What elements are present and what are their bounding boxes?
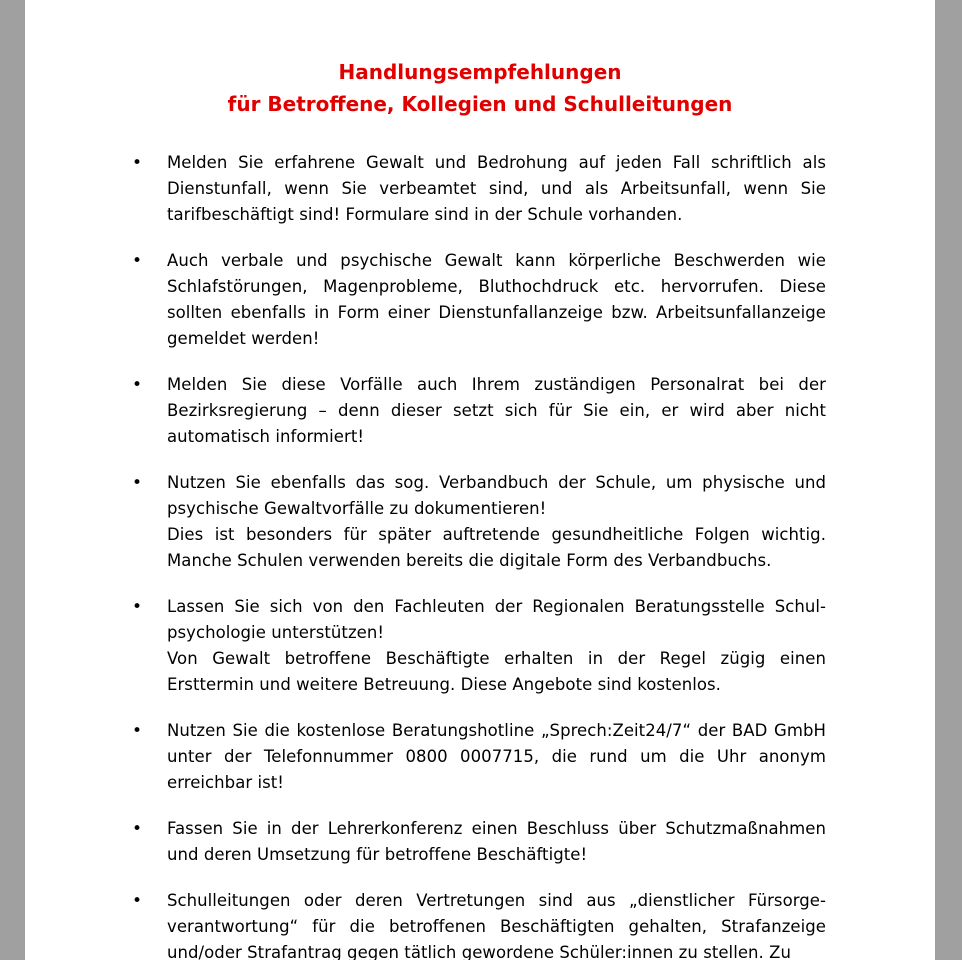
list-item-text (167, 150, 826, 228)
list-item-text (167, 372, 826, 450)
paragraph: Lassen Sie sich von den Fachleuten der Regionalen Beratungsstelle Schul-psychologie unterstützen! (167, 597, 826, 642)
list-item (25, 248, 935, 352)
paragraph: Melden Sie erfahrene Gewalt und Bedrohung auf jeden Fall schriftlich als Dienstunfall, wenn Sie verbeamtet sind, und als Arbeitsunfall, wenn Sie tarifbeschäftigt sind! Formulare sind in der Schule vorhanden. (167, 153, 826, 224)
list-item (25, 150, 935, 228)
paragraph: Von Gewalt betroffene Beschäftigte erhalten in der Regel zügig einen Ersttermin und weitere Betreuung. Diese Angebote sind kostenlos. (167, 649, 826, 694)
list-item-text (167, 470, 826, 574)
list-item (25, 718, 935, 796)
list-item (25, 470, 935, 574)
paragraph: Melden Sie diese Vorfälle auch Ihrem zuständigen Personalrat bei der Bezirksregierung – denn dieser setzt sich für Sie ein, er wird aber nicht automatisch informiert! (167, 375, 826, 446)
paragraph: Fassen Sie in der Lehrerkonferenz einen Beschluss über Schutzmaßnahmen und deren Umsetzung für betroffene Beschäftigte! (167, 819, 826, 864)
list-item (25, 816, 935, 868)
bullet-icon: • (132, 473, 143, 493)
list-item-text (167, 888, 826, 960)
list-item-text (167, 718, 826, 796)
recommendation-list (25, 150, 935, 960)
paragraph: Nutzen Sie ebenfalls das sog. Verbandbuch der Schule, um physische und psychische Gewaltvorfälle zu dokumentieren! (167, 473, 826, 518)
bullet-icon: • (132, 819, 143, 839)
list-item (25, 372, 935, 450)
list-item-text (167, 816, 826, 868)
paragraph: Auch verbale und psychische Gewalt kann körperliche Beschwerden wie Schlafstörungen, Magenprobleme, Bluthochdruck etc. hervorrufen. Diese sollten ebenfalls in Form einer Dienstunfallanzeige bzw. Arbeitsunfallanzeige gemeldet werden! (167, 251, 826, 348)
paragraph: Dies ist besonders für später auftretende gesundheitliche Folgen wichtig. Manche Schulen verwenden bereits die digitale Form des Verbandbuchs. (167, 525, 826, 570)
bullet-icon: • (132, 891, 143, 911)
list-item (25, 888, 935, 960)
title-line-1: Handlungsempfehlungen (338, 60, 622, 84)
paragraph: Schulleitungen oder deren Vertretungen sind aus „dienstlicher Fürsorge-verantwortung“ für die betroffenen Beschäftigten gehalten, Strafanzeige und/oder Strafantrag gegen tätlich gewordene Schüler:innen zu stellen. Zu (167, 891, 826, 960)
bullet-icon: • (132, 251, 143, 271)
bullet-icon: • (132, 721, 143, 741)
document-title (25, 56, 935, 120)
list-item-text (167, 248, 826, 352)
bullet-icon: • (132, 597, 143, 617)
bullet-icon: • (132, 153, 143, 173)
document-page (25, 0, 935, 960)
list-item-text (167, 594, 826, 698)
bullet-icon: • (132, 375, 143, 395)
list-item (25, 594, 935, 698)
title-line-2: für Betroffene, Kollegien und Schulleitungen (227, 92, 733, 116)
paragraph: Nutzen Sie die kostenlose Beratungshotline „Sprech:Zeit24/7“ der BAD GmbH unter der Telefonnummer 0800 0007715, die rund um die Uhr anonym erreichbar ist! (167, 721, 826, 792)
